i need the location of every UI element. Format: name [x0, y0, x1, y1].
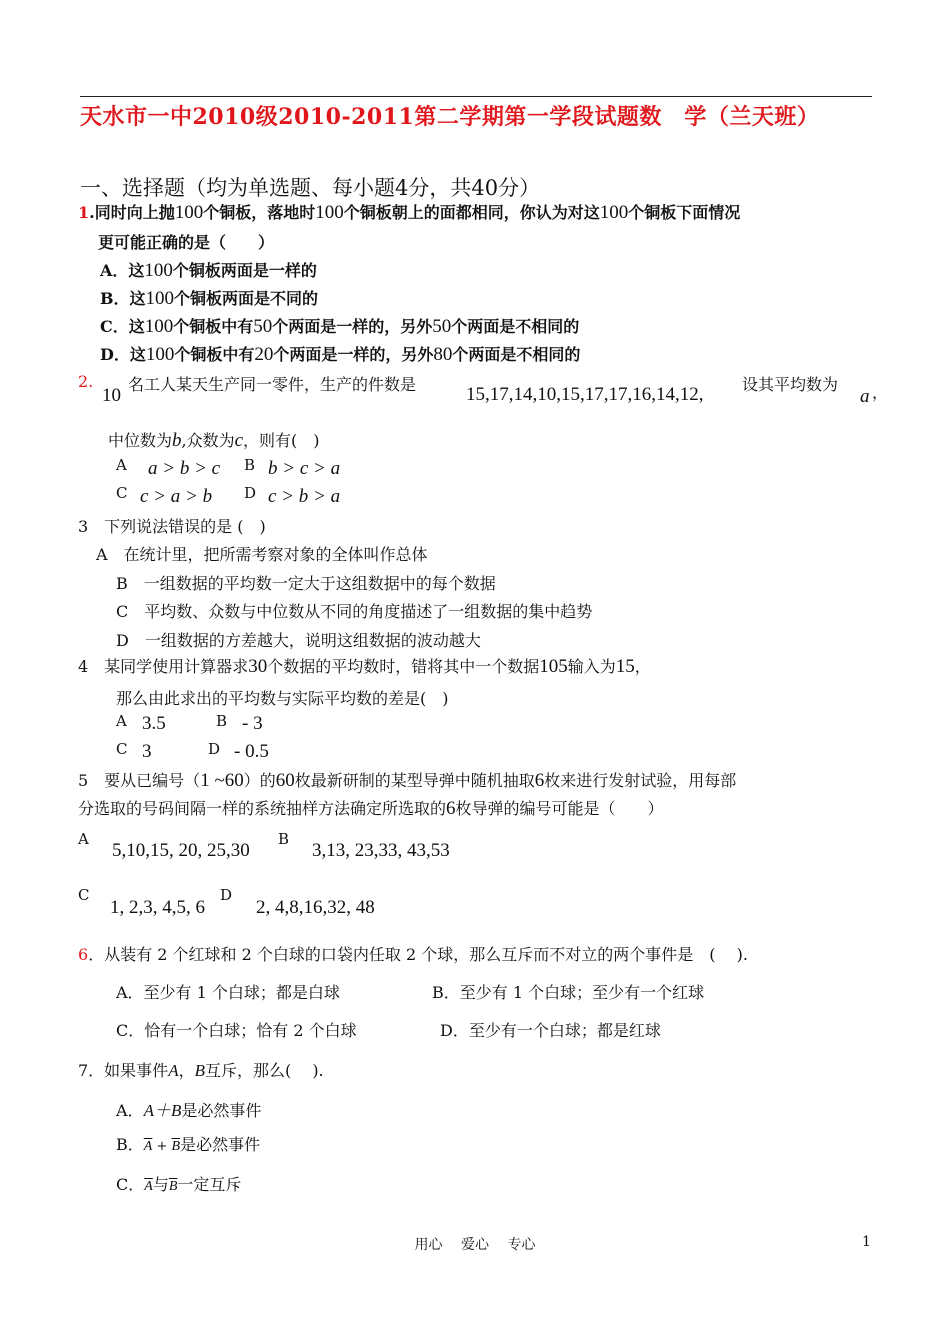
question-2-option-c: c > a > b	[140, 486, 213, 507]
question-2-label-a: A	[116, 456, 127, 474]
question-6-option-b: B．至少有 1 个白球；至少有一个红球	[432, 983, 705, 1002]
question-5-option-c: 1, 2,3, 4,5, 6	[110, 897, 205, 918]
question-3-stem: 3 下列说法错误的是 ( )	[78, 517, 266, 536]
question-5-label-d: D	[220, 886, 233, 904]
question-2-stem-line2: 中位数为b,众数为c，则有( )	[108, 430, 320, 451]
question-2-label-c: C	[116, 484, 128, 502]
question-3-option-d: D 一组数据的方差越大，说明这组数据的波动越大	[116, 631, 481, 650]
question-5-option-b: 3,13, 23,33, 43,53	[312, 840, 450, 861]
question-4-label-b: B	[216, 712, 228, 730]
b-complement: $\overline{B}$	[168, 1179, 178, 1194]
question-2-option-a: a > b > c	[148, 458, 221, 479]
question-4-label-c: C	[116, 740, 128, 758]
question-7-option-a: A．A＋B是必然事件	[116, 1101, 262, 1120]
question-5-label-b: B	[278, 830, 290, 848]
question-number: 1	[78, 203, 90, 222]
question-4-label-d: D	[208, 740, 221, 758]
exam-title: 天水市一中2010级2010-2011第二学期第一学段试题数 学（兰天班）	[80, 104, 820, 130]
question-4-option-d: - 0.5	[234, 741, 269, 762]
question-5-label-c: C	[78, 886, 90, 904]
question-5-label-a: A	[78, 830, 89, 848]
question-1-option-b: B．这100个铜板两面是不同的	[100, 288, 319, 309]
footer-slogan: 用心 爱心 专心	[414, 1237, 536, 1253]
question-3-option-a: A 在统计里，把所需考察对象的全体叫作总体	[96, 545, 428, 564]
a-complement: $\overline{A}$	[143, 1139, 153, 1154]
question-7-stem: 7．如果事件A，B互斥，那么( ).	[78, 1061, 324, 1080]
question-5-option-a: 5,10,15, 20, 25,30	[112, 840, 250, 861]
question-5-stem: 5 要从已编号（1 ~60）的60枚最新研制的某型导弹中随机抽取6枚来进行发射试验，用每部	[78, 770, 737, 791]
question-7-option-c: C．$\overline{A}$与$\overline{B}$一定互斥	[116, 1175, 242, 1194]
question-3-option-b: B 一组数据的平均数一定大于这组数据中的每个数据	[116, 574, 496, 593]
section-heading: 一、选择题（均为单选题、每小题4分，共40分）	[80, 176, 541, 200]
question-5-stem-line2: 分选取的号码间隔一样的系统抽样方法确定所选取的6枚导弹的编号可能是（ ）	[78, 798, 664, 819]
question-6-option-c: C．恰有一个白球；恰有 2 个白球	[116, 1021, 357, 1040]
question-4-option-a: 3.5	[142, 713, 166, 734]
question-4-option-c: 3	[142, 741, 152, 762]
question-1-option-d: D．这100个铜板中有20个两面是一样的，另外80个两面是不相同的	[100, 344, 581, 365]
question-2-var-a: a	[860, 386, 870, 407]
b-complement: $\overline{B}$	[171, 1139, 181, 1154]
question-2-number: 2.	[78, 372, 94, 391]
question-2-option-d: c > b > a	[268, 486, 341, 507]
question-7-option-b: B．$\overline{A} + \overline{B}$是必然事件	[116, 1135, 261, 1154]
question-1-option-c: C．这100个铜板中有50个两面是一样的，另外50个两面是不相同的	[100, 316, 580, 337]
question-4-stem-line2: 那么由此求出的平均数与实际平均数的差是( )	[116, 689, 449, 708]
question-2-stem: 名工人某天生产同一零件，生产的件数是	[128, 375, 417, 394]
question-1-stem: 1.同时向上抛100个铜板，落地时100个铜板朝上的面都相同，你认为对这100个铜板下面情况	[78, 202, 741, 223]
question-6-option-d: D．至少有一个白球；都是红球	[440, 1021, 661, 1040]
header-rule	[80, 96, 872, 97]
question-1-stem-line2: 更可能正确的是（ ）	[98, 233, 275, 252]
question-5-option-d: 2, 4,8,16,32, 48	[256, 897, 375, 918]
question-3-option-c: C 平均数、众数与中位数从不同的角度描述了一组数据的集中趋势	[116, 602, 593, 621]
question-6-option-a: A．至少有 1 个白球；都是白球	[116, 983, 340, 1002]
question-1-option-a: A．这100个铜板两面是一样的	[100, 260, 317, 281]
a-complement: $\overline{A}$	[144, 1179, 153, 1194]
question-4-label-a: A	[116, 712, 127, 730]
question-2-comma: ，	[872, 383, 889, 402]
question-6-stem: 6．从装有 2 个红球和 2 个白球的口袋内任取 2 个球，那么互斥而不对立的两个事件是 ( ).	[78, 945, 748, 964]
question-2-stem-b: 设其平均数为	[742, 375, 839, 394]
question-4-stem: 4 某同学使用计算器求30个数据的平均数时，错将其中一个数据105输入为15，	[78, 656, 651, 677]
question-2-data: 15,17,14,10,15,17,17,16,14,12,	[466, 384, 704, 405]
question-2-label-b: B	[244, 456, 256, 474]
question-2-label-d: D	[244, 484, 257, 502]
question-2-option-b: b > c > a	[268, 458, 341, 479]
question-4-option-b: - 3	[242, 713, 263, 734]
question-2-n10: 10	[102, 385, 121, 406]
page-number: 1	[862, 1234, 871, 1250]
